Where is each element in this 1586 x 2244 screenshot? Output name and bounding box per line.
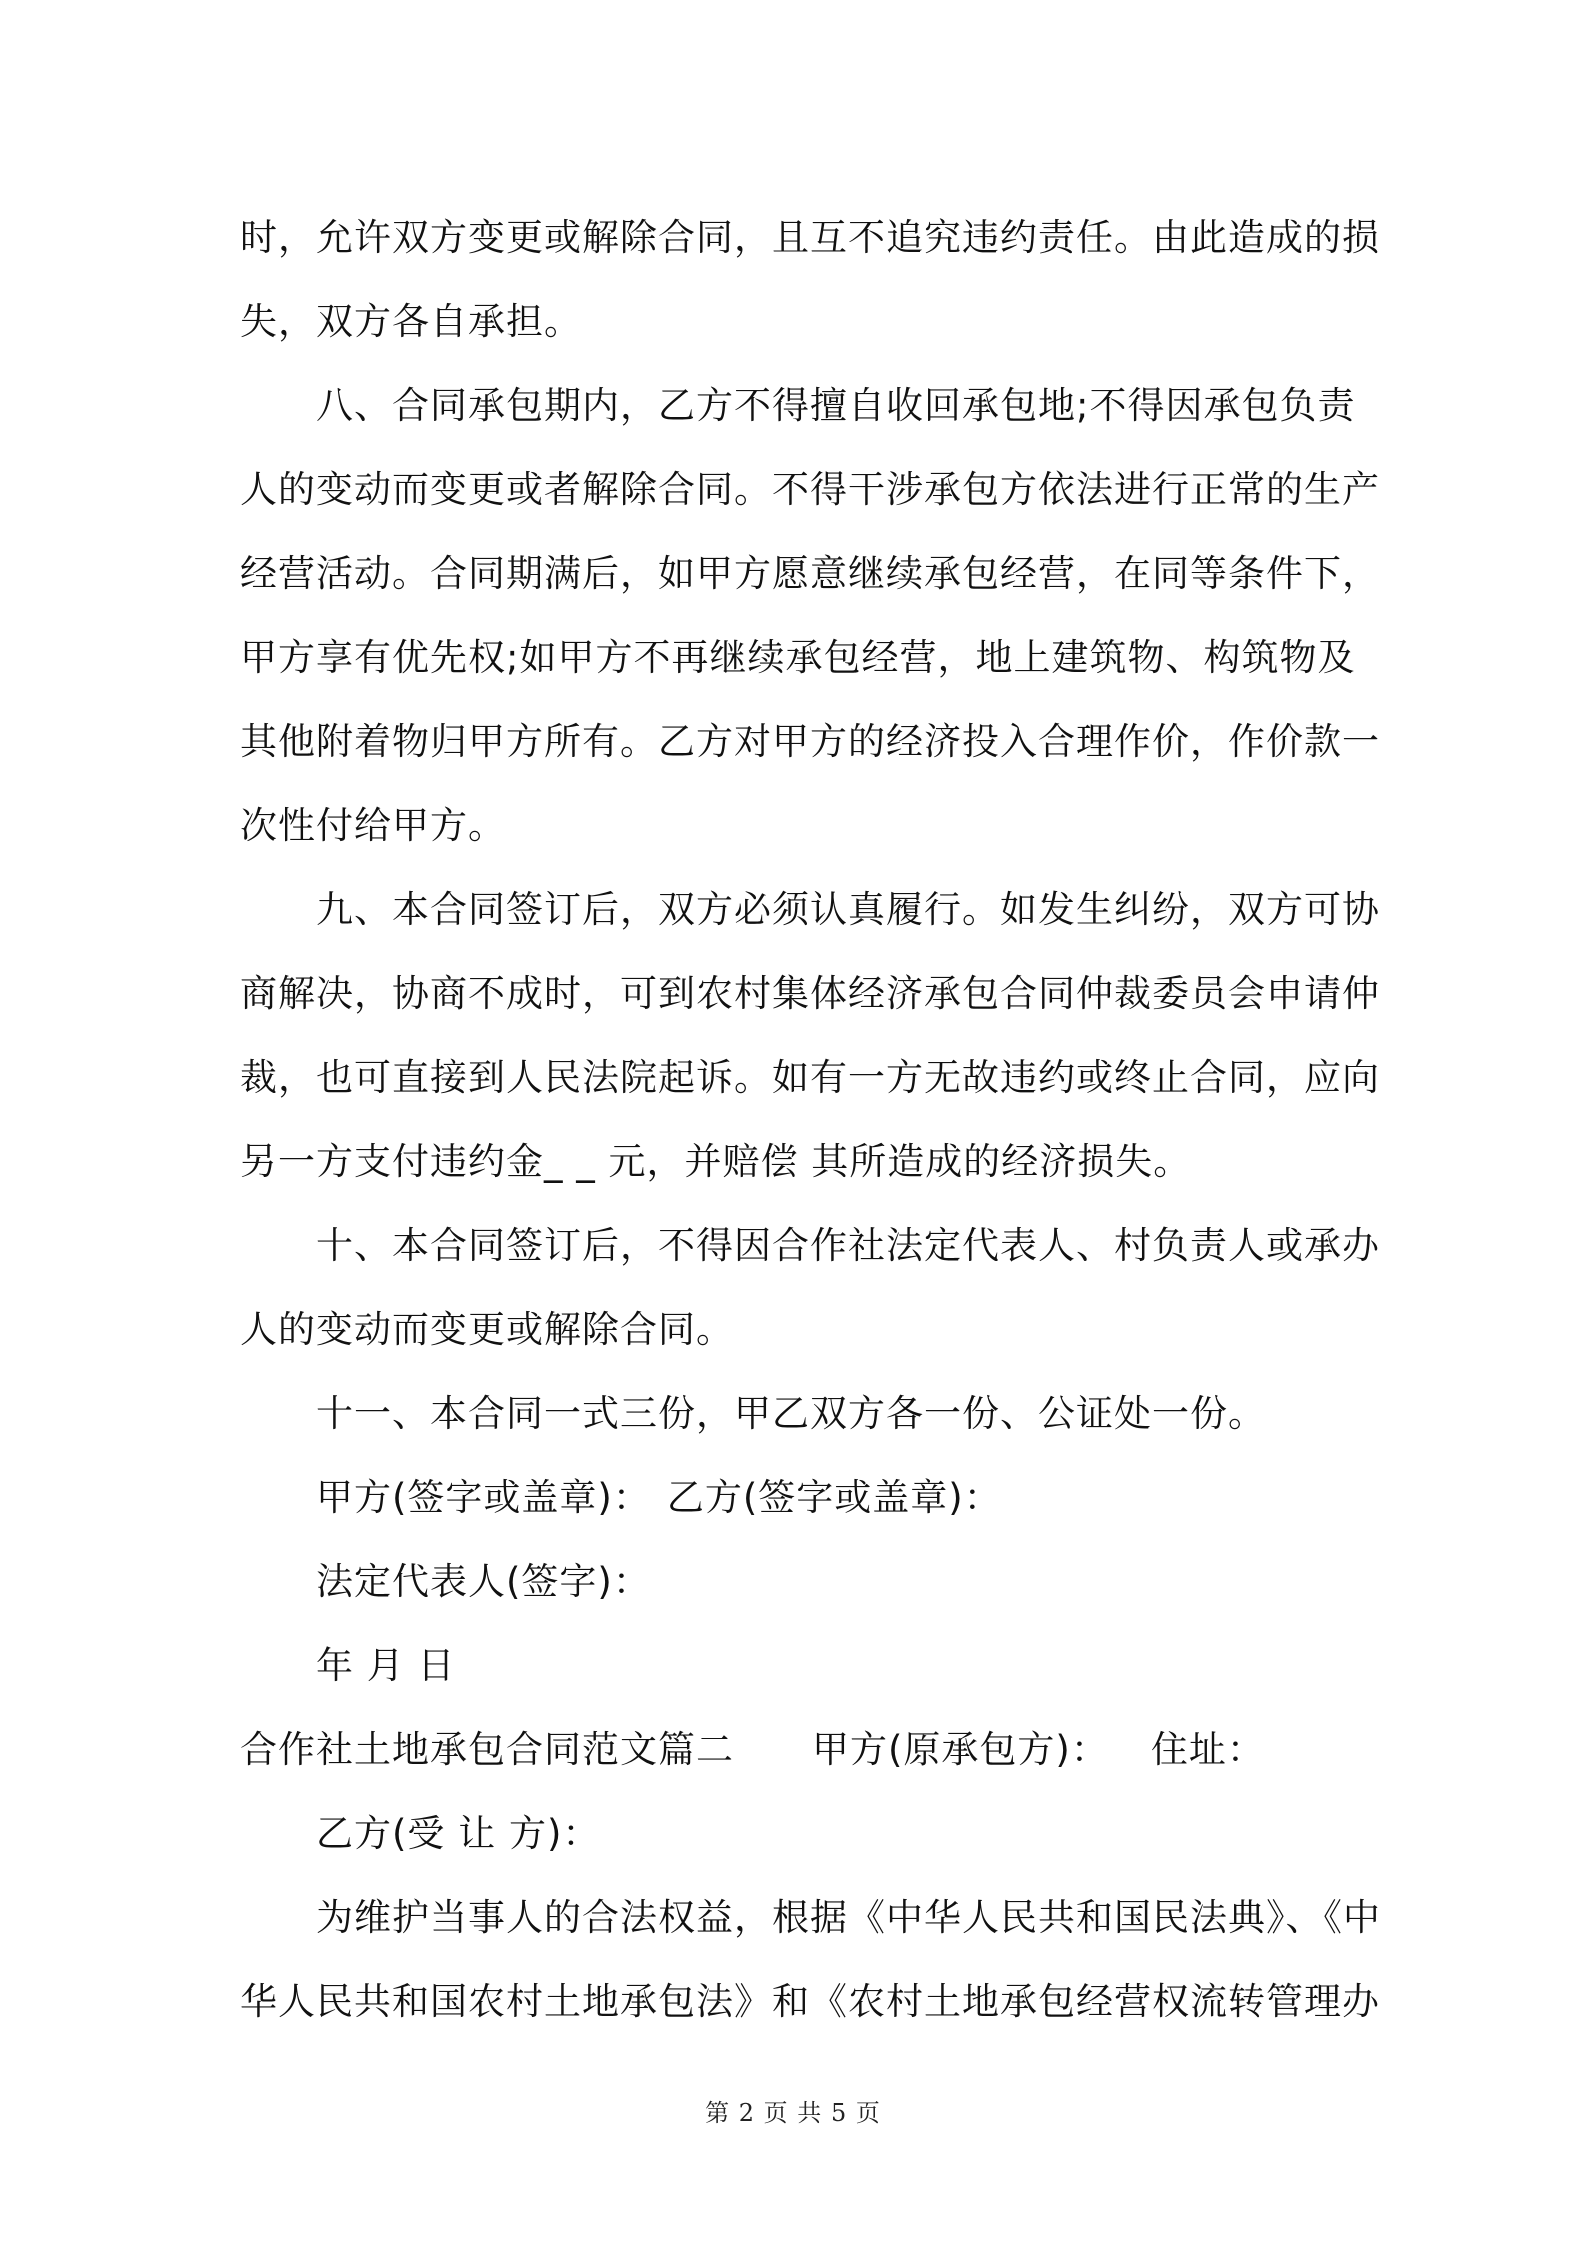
clause-10-line-1: 十、本合同签订后，不得因合作社法定代表人、村负责人或承办 <box>316 1224 1380 1267</box>
section-two-party-a-label: 甲方(原承包方)： <box>812 1728 1109 1771</box>
party-a-signature-label: 甲方(签字或盖章)： <box>316 1476 651 1519</box>
party-b-signature-label: 乙方(签字或盖章)： <box>666 1476 1002 1519</box>
clause-8-line-2: 人的变动而变更或者解除合同。不得干涉承包方依法进行正常的生产 <box>240 468 1380 511</box>
signature-row <box>240 1456 1356 1540</box>
clause-11-line-1: 十一、本合同一式三份，甲乙双方各一份、公证处一份。 <box>316 1392 1266 1435</box>
clause-9-line-4: 另一方支付违约金_ _ 元，并赔偿 其所造成的经济损失。 <box>240 1140 1192 1183</box>
section-two-address-label: 住址： <box>1150 1728 1265 1771</box>
body-line-1: 时，允许双方变更或解除合同，且互不追究违约责任。由此造成的损 <box>240 216 1380 259</box>
section-two-title: 合作社土地承包合同范文篇二 <box>240 1728 734 1771</box>
section-two-heading-row <box>240 1708 1356 1792</box>
body-line-2: 失，双方各自承担。 <box>240 300 582 343</box>
section-two-intro-line-2: 华人民共和国农村土地承包法》和《农村土地承包经营权流转管理办 <box>240 1980 1380 2023</box>
clause-8-line-6: 次性付给甲方。 <box>240 804 506 847</box>
clause-9-line-3: 裁，也可直接到人民法院起诉。如有一方无故违约或终止合同，应向 <box>240 1056 1380 1099</box>
clause-10-line-2: 人的变动而变更或解除合同。 <box>240 1308 734 1351</box>
clause-8-line-5: 其他附着物归甲方所有。乙方对甲方的经济投入合理作价，作价款一 <box>240 720 1380 763</box>
clause-9-line-1: 九、本合同签订后，双方必须认真履行。如发生纠纷，双方可协 <box>316 888 1380 931</box>
document-body <box>240 196 1381 2044</box>
clause-9-line-2: 商解决，协商不成时，可到农村集体经济承包合同仲裁委员会申请仲 <box>240 972 1380 1015</box>
section-two-party-b-label: 乙方(受 让 方)： <box>316 1812 601 1855</box>
signature-date: 年 月 日 <box>316 1644 456 1687</box>
legal-rep-signature-label: 法定代表人(签字)： <box>316 1560 651 1603</box>
clause-8-line-1: 八、合同承包期内，乙方不得擅自收回承包地;不得因承包负责 <box>316 384 1356 427</box>
page-number-footer: 第 2 页 共 5 页 <box>705 2099 881 2127</box>
section-two-intro-line-1: 为维护当事人的合法权益，根据《中华人民共和国民法典》、《中 <box>316 1896 1381 1939</box>
clause-8-line-4: 甲方享有优先权;如甲方不再继续承包经营，地上建筑物、构筑物及 <box>240 636 1356 679</box>
clause-8-line-3: 经营活动。合同期满后，如甲方愿意继续承包经营，在同等条件下， <box>240 552 1380 595</box>
